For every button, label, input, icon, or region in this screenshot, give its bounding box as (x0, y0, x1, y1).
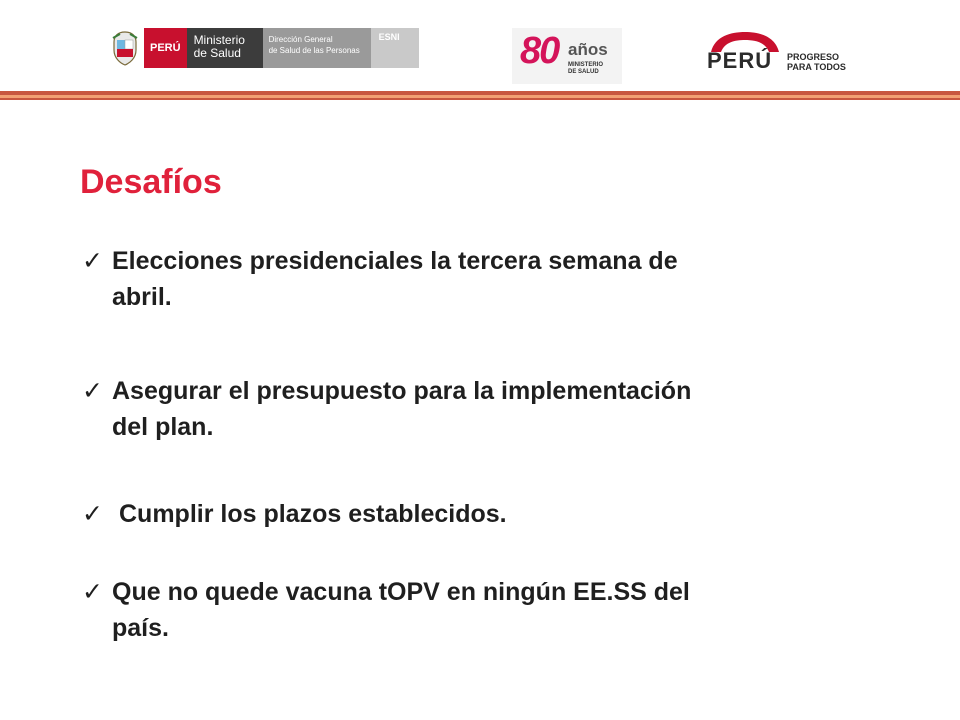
ministry-line-1: Ministerio (193, 33, 245, 47)
minsa-ministry-label (187, 28, 263, 68)
peru-progreso-logo (705, 30, 875, 75)
list-item-line-1: Asegurar el presupuesto para la implementación (112, 377, 692, 405)
anniversary-sub-line-2: DE SALUD (568, 69, 599, 75)
list-item-line-1: Elecciones presidenciales la tercera semana de (112, 247, 678, 275)
ministry-line-2: de Salud (193, 46, 241, 60)
checkmark-icon: ✓ (82, 377, 103, 405)
minsa-direction-label (263, 28, 371, 68)
list-item (82, 574, 842, 654)
checkmark-icon: ✓ (82, 578, 103, 606)
anniversary-number: 80 (520, 30, 559, 72)
slide-header (0, 0, 960, 100)
minsa-country-label: PERÚ (144, 28, 187, 68)
challenges-list (82, 243, 842, 654)
checkmark-icon: ✓ (82, 247, 103, 275)
anniversary-subtitle (568, 62, 603, 76)
peru-coat-of-arms-icon (110, 28, 140, 68)
tagline-line-1: PROGRESO (787, 52, 840, 62)
list-item (82, 373, 842, 496)
list-item (82, 496, 842, 574)
list-item-line-1: Cumplir los plazos establecidos. (119, 500, 507, 528)
progreso-tagline (787, 52, 846, 72)
anniversary-word: años (568, 40, 608, 59)
peru-logo-word: PERÚ (707, 48, 773, 73)
list-item-line-1: Que no quede vacuna tOPV en ningún EE.SS del (112, 578, 690, 606)
slide-title: Desafíos (80, 163, 222, 201)
esni-label: ESNI (371, 28, 419, 68)
minsa-banner-logo (110, 28, 419, 68)
anniversary-sub-line-1: MINISTERIO (568, 62, 604, 68)
list-item-line-2: del plan. (112, 413, 214, 441)
list-item-line-2: país. (112, 614, 169, 642)
direction-line-1: Dirección General (268, 35, 333, 44)
direction-line-2: de Salud de las Personas (268, 46, 360, 55)
checkmark-icon: ✓ (82, 500, 103, 528)
anniversary-logo (512, 28, 622, 84)
tagline-line-2: PARA TODOS (787, 62, 846, 72)
header-divider-bottom (0, 98, 960, 100)
list-item (82, 243, 842, 373)
list-item-line-2: abril. (112, 283, 172, 311)
